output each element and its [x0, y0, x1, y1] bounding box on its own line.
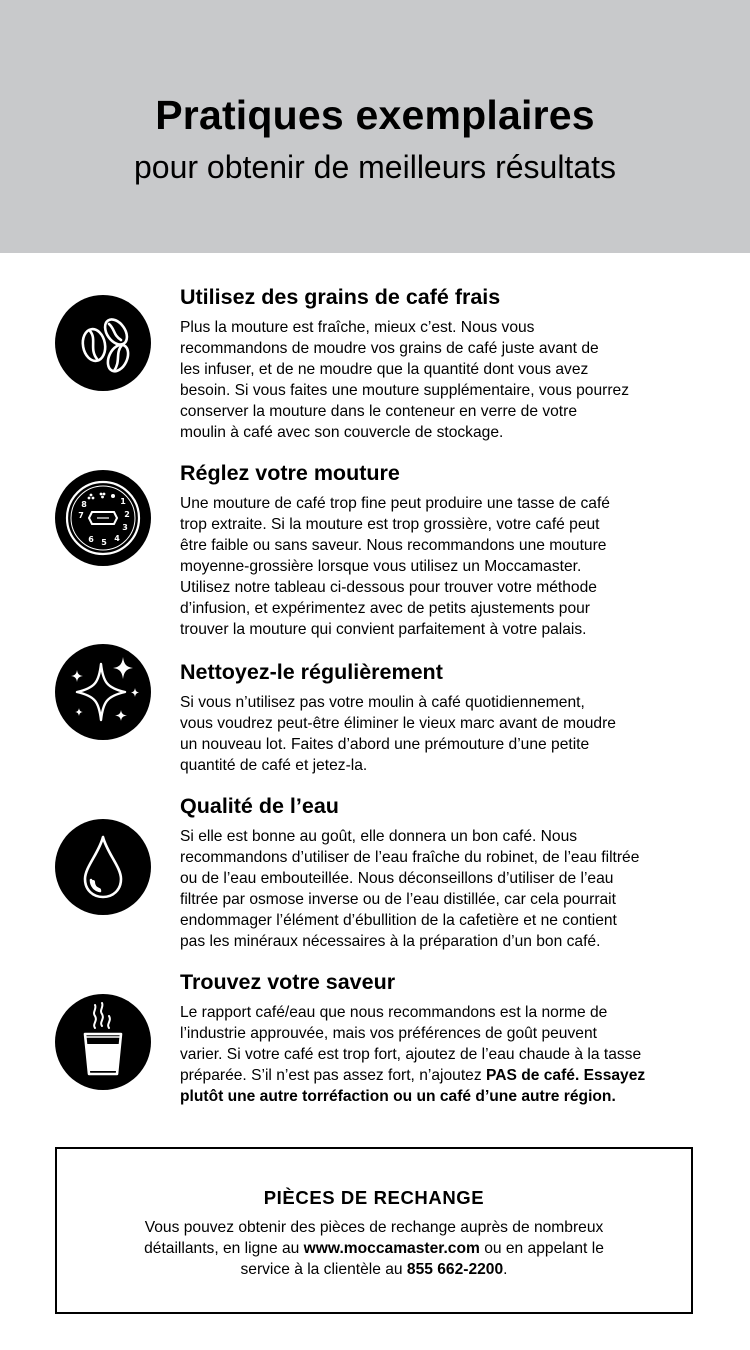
- page-title: Pratiques exemplaires: [155, 92, 595, 138]
- tip-body: Plus la mouture est fraîche, mieux c’est. Nous vous recommandons de moudre vos grains de café juste avant de les infuser, et de ne moudre que la quantité dont vous avez besoin. Si vous faites une mouture supplémentaire, vous pourrez conserver la mouture dans le conteneur en verre de votre moulin à café avec son couvercle de stockage.: [180, 319, 630, 441]
- website-link[interactable]: www.moccamaster.com: [303, 1240, 480, 1257]
- replacement-parts-box: [55, 1147, 693, 1314]
- tip-body: Une mouture de café trop fine peut produire une tasse de café trop extraite. Si la mouture est trop grossière, votre café peut être faible ou sans saveur. Nous recommandons une mouture moyenne-grossière lorsque vous utilisez un Moccamaster. Utilisez notre tableau ci-dessous pour trouver votre méthode d’infusion, et expérimentez avec de petits ajustements pour trouver la mouture qui convient parfaitement à votre palais.: [180, 495, 610, 638]
- hot-cup-icon: [55, 994, 151, 1090]
- dial-number: 1: [120, 497, 126, 506]
- replacement-parts-title: PIÈCES DE RECHANGE: [263, 1187, 485, 1208]
- coffee-beans-icon: [55, 295, 151, 391]
- dial-number: 5: [101, 538, 107, 547]
- phone-number: 855 662-2200: [406, 1261, 504, 1278]
- tip-title: Utilisez des grains de café frais: [180, 285, 501, 309]
- dial-number: 2: [124, 510, 130, 519]
- tip-title: Trouvez votre saveur: [180, 970, 396, 994]
- grind-dial-icon: [55, 470, 151, 566]
- dial-number: 8: [81, 500, 87, 509]
- dial-number: 4: [114, 534, 120, 543]
- replacement-parts-text: Vous pouvez obtenir des pièces de rechange auprès de nombreux détaillants, en ligne au www.moccamaster.com ou en appelant le service à la clientèle au 855 662-2200.: [144, 1219, 604, 1278]
- dial-number: 6: [88, 535, 94, 544]
- tip-body: Si vous n’utilisez pas votre moulin à café quotidiennement, vous voudrez peut-être éliminer le vieux marc avant de moudre un nouveau lot. Faites d’abord une prémouture d’une petite quantité de café et jetez-la.: [180, 694, 616, 774]
- tip-title: Réglez votre mouture: [180, 461, 400, 485]
- dial-number: 7: [78, 511, 84, 520]
- page-subtitle: pour obtenir de meilleurs résultats: [133, 149, 616, 185]
- sparkles-icon: [55, 644, 151, 740]
- water-drop-icon: [55, 819, 151, 915]
- tip-body: Si elle est bonne au goût, elle donnera un bon café. Nous recommandons d’utiliser de l’eau fraîche du robinet, de l’eau filtrée ou de l’eau embouteillée. Nous déconseillons d’utiliser de l’eau filtrée par osmose inverse ou de l’eau distillée, car cela pourrait endommager l’élément d’ébullition de la cafetière et ne contient pas les minéraux nécessaires à la préparation d’un bon café.: [180, 828, 640, 950]
- dial-number: 3: [122, 523, 128, 532]
- tip-title: Nettoyez-le régulièrement: [180, 660, 443, 684]
- tip-title: Qualité de l’eau: [180, 794, 339, 818]
- page-header: [0, 0, 750, 253]
- tip-body: Le rapport café/eau que nous recommandons est la norme de l’industrie approuvée, mais vos préférences de goût peuvent varier. Si votre café est trop fort, ajoutez de l’eau chaude à la tasse préparée. S’il n’est pas assez fort, n’ajoutez PAS de café. Essayez plutôt une autre torréfaction ou un café d’une autre région.: [180, 1004, 646, 1105]
